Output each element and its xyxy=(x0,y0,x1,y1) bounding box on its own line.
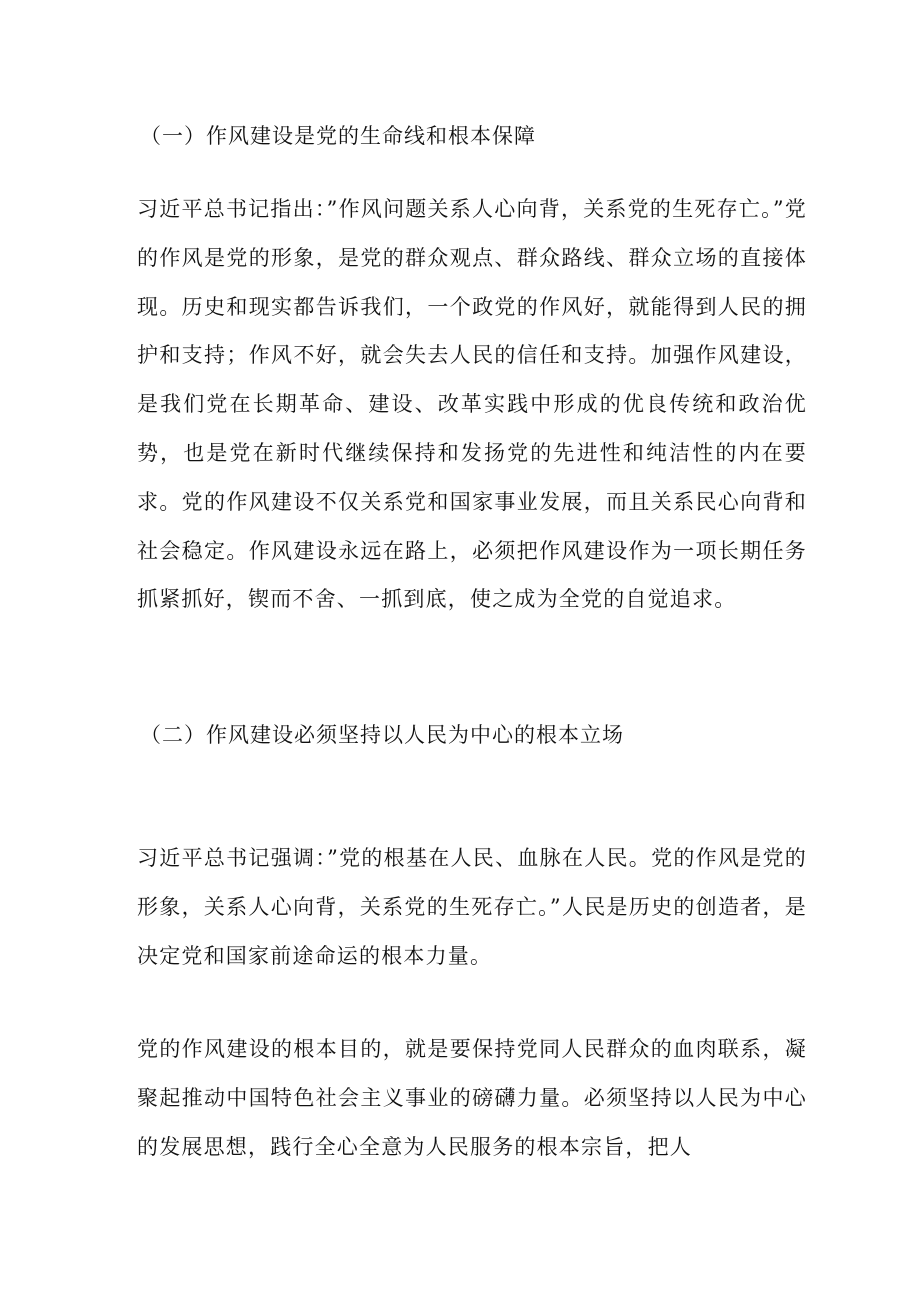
section-heading-1: （一）作风建设是党的生命线和根本保障 xyxy=(140,124,536,148)
section-heading-2: （二）作风建设必须坚持以人民为中心的根本立场 xyxy=(140,723,624,747)
section-1-paragraph: 习近平总书记指出：”作风问题关系人心向背，关系党的生死存亡。”党的作风是党的形象，是党的群众观点、群众路线、群众立场的直接体现。历史和现实都告诉我们，一个政党的作风好，就能得到人民的拥护和支持；作风不好，就会失去人民的信任和支持。加强作风建设，是我们党在长期革命、建设、改革实践中形成的优良传统和政治优势，也是党在新时代继续保持和发扬党的先进性和纯洁性的内在要求。党的作风建设不仅关系党和国家事业发展，而且关系民心向背和社会稳定。作风建设永远在路上，必须把作风建设作为一项长期任务抓紧抓好，锲而不舍、一抓到底，使之成为全党的自觉追求。 xyxy=(137,197,807,612)
section-2-paragraph-1: 习近平总书记强调：”党的根基在人民、血脉在人民。党的作风是党的形象，关系人心向背，关系党的生死存亡。”人民是历史的创造者，是决定党和国家前途命运的根本力量。 xyxy=(137,846,807,968)
section-2-paragraph-2: 党的作风建设的根本目的，就是要保持党同人民群众的血肉联系，凝聚起推动中国特色社会主义事业的磅礴力量。必须坚持以人民为中心的发展思想，践行全心全意为人民服务的根本宗旨，把人 xyxy=(137,1037,807,1159)
